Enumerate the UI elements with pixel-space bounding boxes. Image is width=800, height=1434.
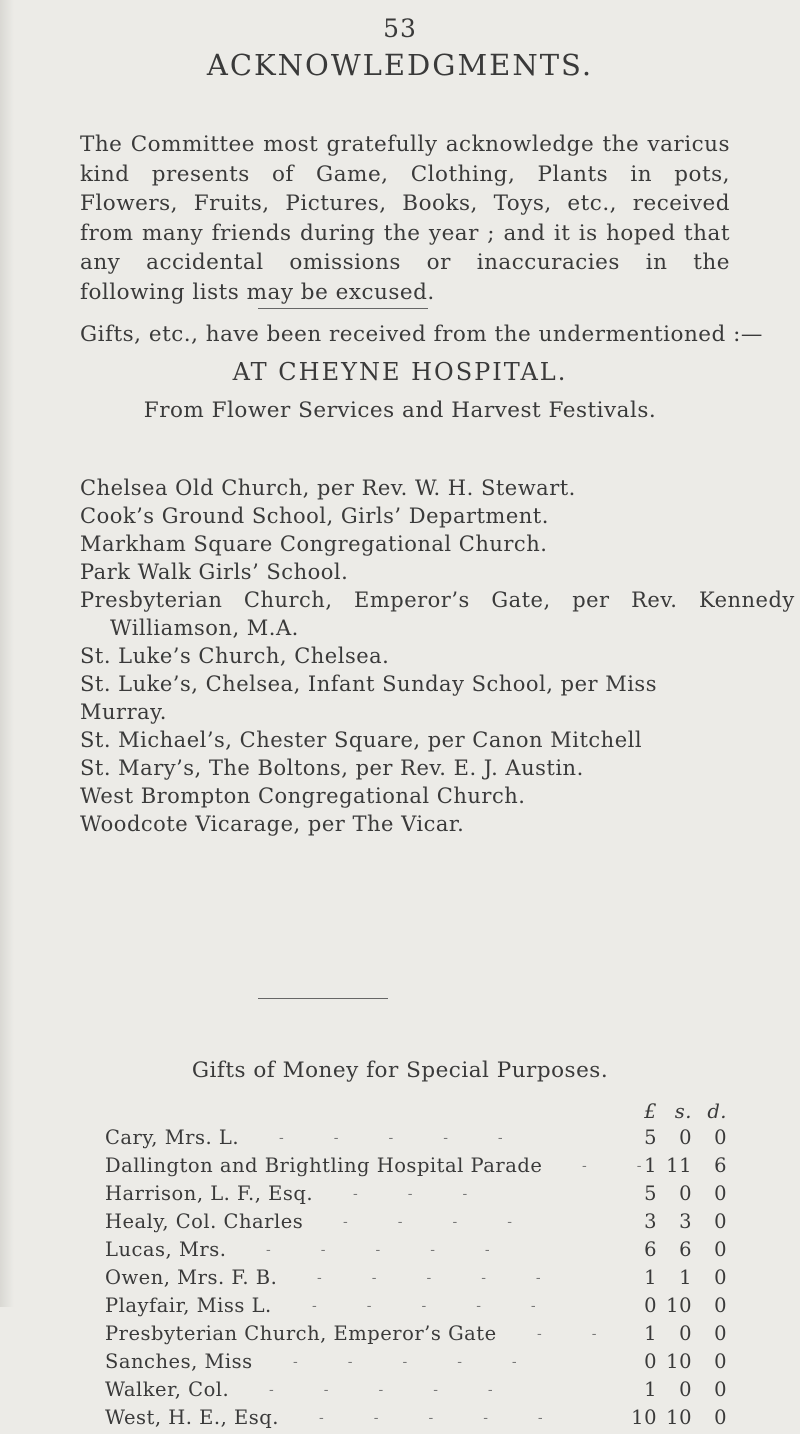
pounds-value: 0 [644,1294,657,1317]
divider [258,998,388,999]
table-row [105,1126,727,1154]
list-item: St. Luke’s Church, Chelsea. [80,644,390,668]
list-item: St. Mary’s, The Boltons, per Rev. E. J. Austin. [80,756,584,780]
shillings-value: 0 [679,1182,692,1205]
pence-value: 6 [714,1154,727,1177]
donor-name: Dallington and Brightling Hospital Parade [105,1154,543,1177]
pounds-value: 1 [644,1266,657,1289]
page-number: 53 [383,14,417,43]
gifts-line: Gifts, etc., have been received from the undermentioned :— [80,322,763,347]
donor-list [80,474,795,838]
leader-dashes: - - - - [343,1214,513,1230]
shillings-value: 0 [679,1126,692,1149]
table-row: Dallington and Brightling Hospital Parade - - 1 11 6 [105,1154,727,1177]
donor-name: Healy, Col. Charles [105,1210,304,1233]
pounds-value: 5 [644,1182,657,1205]
leader-dashes: - - - - - [312,1298,537,1314]
leader-dashes: - - - - - [269,1382,494,1398]
pence-value: 0 [714,1406,727,1429]
pence-value: 0 [714,1266,727,1289]
donor-name: Harrison, L. F., Esq. [105,1182,314,1205]
services-heading: From Flower Services and Harvest Festivals. [143,398,657,423]
pence-value: 0 [714,1322,727,1345]
list-item: Markham Square Congregational Church. [80,532,548,556]
page-edge-shadow [0,0,14,1307]
pounds-value: 1 [644,1378,657,1401]
money-header-row [105,1100,727,1126]
table-row [105,1378,727,1406]
pounds-value: 3 [644,1210,657,1233]
pence-value: 0 [714,1294,727,1317]
list-item: St. Michael’s, Chester Square, per Canon Mitchell [80,728,643,752]
list-item: West Brompton Congregational Church. [80,784,526,808]
table-row [105,1350,727,1378]
pounds-header: £ [644,1100,657,1123]
page-title: ACKNOWLEDGMENTS. [206,48,594,82]
leader-dashes: - - - [353,1186,468,1202]
leader-dashes: - - - - - [319,1410,544,1426]
donor-name: Lucas, Mrs. [105,1238,227,1261]
leader-dashes: - - [537,1326,597,1342]
money-table [105,1100,727,1434]
pounds-value: 0 [644,1350,657,1373]
table-row [105,1322,727,1350]
list-item: Chelsea Old Church, per Rev. W. H. Stewart. [80,476,576,500]
pounds-value: 6 [644,1238,657,1261]
pence-value: 0 [714,1126,727,1149]
shillings-value: 0 [679,1378,692,1401]
pounds-value: 1 [644,1322,657,1345]
donor-name: Presbyterian Church, Emperor’s Gate [105,1322,497,1345]
list-item: Presbyterian Church, Emperor’s Gate, per Rev. Kennedy Williamson, M.A. [80,588,795,640]
pence-value: 0 [714,1378,727,1401]
shillings-value: 10 [666,1406,692,1429]
hospital-heading: AT CHEYNE HOSPITAL. [232,358,568,386]
table-row [105,1182,727,1210]
shillings-value: 3 [679,1210,692,1233]
donor-name: West, H. E., Esq. [105,1406,279,1429]
donor-name: Owen, Mrs. F. B. [105,1266,278,1289]
pounds-value: 10 [631,1406,657,1429]
list-item: Park Walk Girls’ School. [80,560,349,584]
money-heading: Gifts of Money for Special Purposes. [191,1058,609,1083]
pence-value: 0 [714,1238,727,1261]
pence-value: 0 [714,1210,727,1233]
table-row [105,1266,727,1294]
intro-paragraph: The Committee most gratefully acknowledge the varicus kind presents of Game, Clothing, Plants in pots, Flowers, Fruits, Pictures, Books, Toys, etc., received from many friends during the year ; and it is hoped that any accidental omissions or inaccuracies in the following lists may be excused. [80,132,730,305]
list-item: Woodcote Vicarage, per The Vicar. [80,812,465,836]
shillings-value: 0 [679,1322,692,1345]
table-row [105,1210,727,1238]
pounds-value: 5 [644,1126,657,1149]
shillings-value: 10 [666,1294,692,1317]
donor-name: Walker, Col. [105,1378,230,1401]
divider [258,308,428,309]
shillings-header: s. [674,1100,692,1123]
pence-header: d. [707,1100,727,1123]
table-row [105,1294,727,1322]
shillings-value: 11 [666,1154,692,1177]
shillings-value: 6 [679,1238,692,1261]
list-item: Cook’s Ground School, Girls’ Department. [80,504,549,528]
table-row [105,1238,727,1266]
leader-dashes: - - - - - [266,1242,491,1258]
table-row [105,1406,727,1434]
list-item: St. Luke’s, Chelsea, Infant Sunday School, per Miss Murray. [80,672,657,724]
leader-dashes: - - - - - [317,1270,542,1286]
donor-name: Cary, Mrs. L. [105,1126,240,1149]
pence-value: 0 [714,1350,727,1373]
leader-dashes: - - - - - [293,1354,518,1370]
pence-value: 0 [714,1182,727,1205]
shillings-value: 1 [679,1266,692,1289]
shillings-value: 10 [666,1350,692,1373]
pounds-value: 1 [644,1154,657,1177]
leader-dashes: - - - - - [279,1130,504,1146]
donor-name: Sanches, Miss [105,1350,253,1373]
donor-name: Playfair, Miss L. [105,1294,272,1317]
